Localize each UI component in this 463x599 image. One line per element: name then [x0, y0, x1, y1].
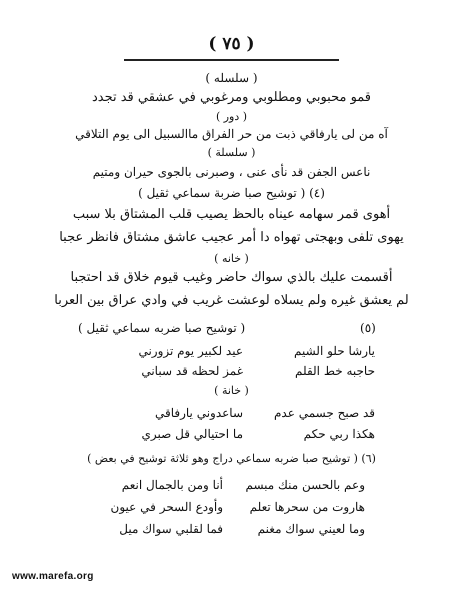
section-heading: (٤) ( توشيح صبا ضربة سماعي ثقيل )	[138, 186, 325, 200]
verse-hemistich-left: هكذا ربي حكم	[303, 427, 375, 441]
verse-hemistich-right: فما لقلبي سواك ميل	[119, 522, 223, 536]
verse-line: آه من لى يارفاقي ذبت من حر الفراق ماالسبيل الى يوم التلاقي	[75, 127, 388, 141]
section-heading: ( سلسله )	[205, 71, 258, 85]
section-heading: ( خانه )	[214, 252, 249, 265]
verse-hemistich-right: وأودع السحر في عيون	[110, 500, 223, 514]
verse-hemistich-right: ساعدوني يارفاقي	[154, 406, 243, 420]
page-number: ( ٧٥ )	[208, 34, 255, 54]
verse-line: ناعس الجفن قد نأى عنى ، وصبرنى بالجوى حيران ومتيم	[92, 165, 371, 179]
section-heading: ( توشيح صبا ضربه سماعي ثقيل )	[78, 321, 246, 335]
section-heading: (٦) ( توشيح صبا ضربه سماعي دراج وهو ثلاثة توشيح في بعض )	[87, 452, 376, 465]
verse-hemistich-right: أنا ومن بالجمال انعم	[121, 478, 223, 492]
verse-hemistich-left: يارشا حلو الشيم	[293, 344, 375, 358]
verse-hemistich-left: هاروت من سحرها تعلم	[249, 500, 365, 514]
verse-hemistich-left: قد صبح جسمي عدم	[274, 406, 375, 420]
section-heading: ( خانة )	[214, 384, 249, 397]
section-heading: ( دور )	[215, 110, 248, 123]
footer-url[interactable]: www.marefa.org	[12, 571, 94, 582]
header-rule	[124, 59, 339, 61]
verse-hemistich-right: غمز لحظه قد سباني	[141, 364, 243, 378]
verse-line: قمو محبوبي ومطلوبي ومرغوبي في عشقي قد تجدد	[91, 90, 372, 105]
verse-line: يهوى تلفى وبهجتى تهواه دا أمر عجيب عاشق مشتاق فانظر عجبا	[59, 230, 404, 245]
verse-hemistich-left: وعم بالحسن منك مبسم	[245, 478, 365, 492]
section-heading: ( سلسلة )	[207, 146, 256, 159]
verse-hemistich-right: عيد لكبير يوم تزورني	[138, 344, 243, 358]
verse-hemistich-left: حاجبه خط القلم	[294, 364, 375, 378]
verse-line: أهوى قمر سهامه عيناه بالحظ يصيب قلب المشتاق بلا سبب	[72, 207, 391, 222]
section-number: (٥)	[360, 321, 376, 335]
verse-hemistich-right: ما احتيالي قل صبري	[141, 427, 243, 441]
verse-hemistich-left: وما لعيني سواك مغنم	[257, 522, 365, 536]
verse-line: أقسمت عليك بالذي سواك حاضر وغيب قيوم خلاق قد احتجبا	[70, 270, 393, 285]
verse-line: لم يعشق غيره ولم يسلاه لوعشت غريب في وادي عراق بين العربا	[54, 293, 409, 308]
